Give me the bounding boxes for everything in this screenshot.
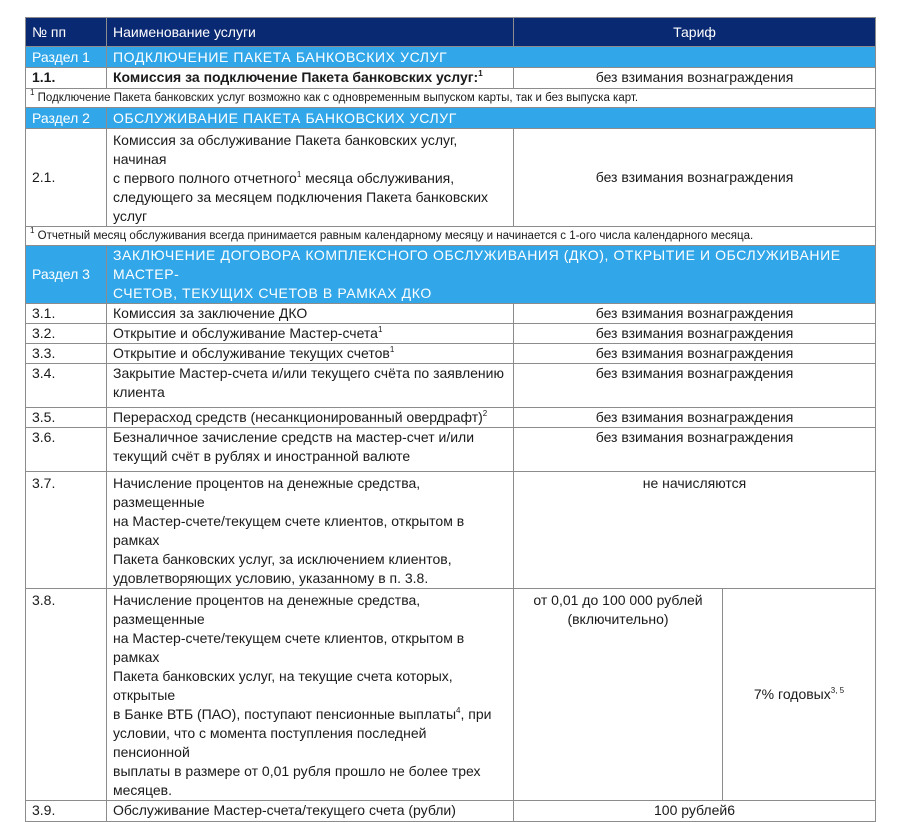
row-num: 3.7. [26, 472, 107, 589]
section-label: Раздел 2 [26, 108, 107, 129]
row-name: Комиссия за заключение ДКО [107, 304, 514, 324]
footnote: $^1$ Подключение Пакета банковских услуг возможно как с одновременным выпуском карты, так и без выпуска карт. [26, 89, 876, 108]
row-name: Начисление процентов на денежные средства, размещенные на Мастер-счете/текущем счете клиентов, открытом в рамках Пакета банковских услуг, на текущие счета которых, открытые в Банке ВТБ (ПАО), поступают пенсионные выплаты$^4$, при условии, что с момента поступления последней пенсионной выплаты в размере от 0,01 рубля прошло не более трех месяцев. [107, 589, 514, 801]
table-row [26, 408, 876, 428]
section-title: ПОДКЛЮЧЕНИЕ ПАКЕТА БАНКОВСКИХ УСЛУГ [107, 47, 876, 68]
row-num: 3.2. [26, 324, 107, 344]
row-num: 3.5. [26, 408, 107, 428]
row-num: 3.4. [26, 364, 107, 408]
row-tariff: без взимания вознаграждения [514, 68, 876, 89]
table-row [26, 472, 876, 589]
table-row [26, 304, 876, 324]
section-row-3 [26, 246, 876, 304]
header-num: № пп [26, 18, 107, 47]
row-name: Безналичное зачисление средств на мастер-счет и/или текущий счёт в рублях и иностранной валюте [107, 428, 514, 472]
row-num: 3.6. [26, 428, 107, 472]
table-row [26, 364, 876, 408]
table-row [26, 344, 876, 364]
row-num: 3.9. [26, 801, 107, 822]
row-tariff-range: от 0,01 до 100 000 рублей (включительно) [514, 589, 723, 801]
row-num: 3.3. [26, 344, 107, 364]
section-row-1 [26, 47, 876, 68]
table-header-row [26, 18, 876, 47]
table-row [26, 129, 876, 227]
row-name: Обслуживание Мастер-счета/текущего счета (рубли) [107, 801, 514, 822]
section-title: ЗАКЛЮЧЕНИЕ ДОГОВОРА КОМПЛЕКСНОГО ОБСЛУЖИВАНИЯ (ДКО), ОТКРЫТИЕ И ОБСЛУЖИВАНИЕ МАСТЕР- СЧЕТОВ, ТЕКУЩИХ СЧЕТОВ В РАМКАХ ДКО [107, 246, 876, 304]
row-name: Начисление процентов на денежные средства, размещенные на Мастер-счете/текущем счете клиентов, открытом в рамках Пакета банковских услуг, за исключением клиентов, удовлетворяющих условию, указанному в п. 3.8. [107, 472, 514, 589]
row-tariff: 100 рублей6 [514, 801, 876, 822]
row-name: Комиссия за подключение Пакета банковских услуг:$^1$ [107, 68, 514, 89]
table-row [26, 428, 876, 472]
row-tariff: не начисляются [514, 472, 876, 589]
section-row-2 [26, 108, 876, 129]
row-name: Закрытие Мастер-счета и/или текущего счёта по заявлению клиента [107, 364, 514, 408]
tariff-table [25, 17, 876, 822]
footnote-row [26, 89, 876, 108]
table-row [26, 324, 876, 344]
row-tariff: без взимания вознаграждения [514, 304, 876, 324]
table-row [26, 68, 876, 89]
row-num: 3.1. [26, 304, 107, 324]
row-num: 3.8. [26, 589, 107, 801]
row-tariff: без взимания вознаграждения [514, 324, 876, 344]
row-name: Открытие и обслуживание Мастер-счета$^1$ [107, 324, 514, 344]
section-label: Раздел 3 [26, 246, 107, 304]
header-name: Наименование услуги [107, 18, 514, 47]
row-name: Открытие и обслуживание текущих счетов$^1$ [107, 344, 514, 364]
row-tariff: без взимания вознаграждения [514, 408, 876, 428]
row-name: Комиссия за обслуживание Пакета банковских услуг, начиная с первого полного отчетного$^1$ месяца обслуживания, следующего за месяцем подключения Пакета банковских услуг [107, 129, 514, 227]
section-title: ОБСЛУЖИВАНИЕ ПАКЕТА БАНКОВСКИХ УСЛУГ [107, 108, 876, 129]
row-num: 2.1. [26, 129, 107, 227]
row-tariff-rate: 7% годовых$^{3, 5}$ [723, 589, 876, 801]
header-tariff: Тариф [514, 18, 876, 47]
table-row [26, 589, 876, 801]
table-row [26, 801, 876, 822]
footnote: $^1$ Отчетный месяц обслуживания всегда принимается равным календарному месяцу и начинается с 1-ого числа календарного месяца. [26, 227, 876, 246]
row-num: 1.1. [26, 68, 107, 89]
row-name: Перерасход средств (несанкционированный овердрафт)$^2$ [107, 408, 514, 428]
row-tariff: без взимания вознаграждения [514, 129, 876, 227]
footnote-row [26, 227, 876, 246]
section-label: Раздел 1 [26, 47, 107, 68]
row-tariff: без взимания вознаграждения [514, 364, 876, 408]
row-tariff: без взимания вознаграждения [514, 428, 876, 472]
row-tariff: без взимания вознаграждения [514, 344, 876, 364]
